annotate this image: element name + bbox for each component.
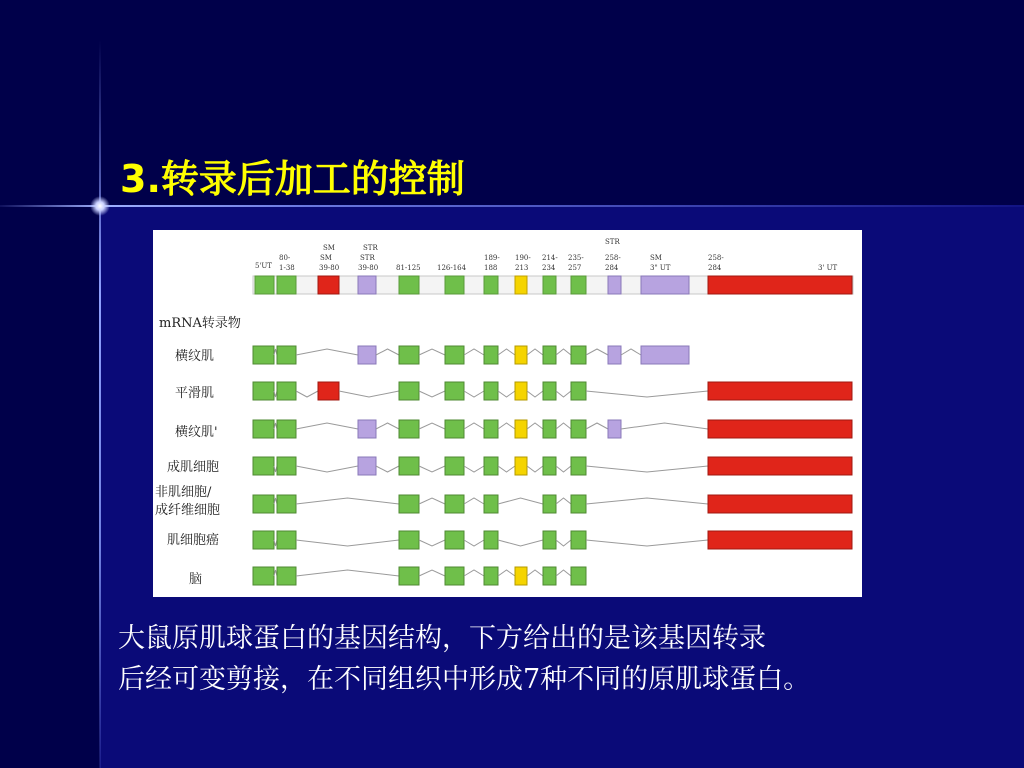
exon-214-234 bbox=[543, 276, 556, 294]
row-label-mrna: mRNA转录物 bbox=[159, 316, 241, 331]
exon-block-constitutive bbox=[484, 495, 498, 513]
exon-block-constitutive bbox=[445, 346, 464, 364]
exon-block-smooth bbox=[318, 382, 339, 400]
intron-splice-line bbox=[296, 466, 358, 472]
intron-splice-line bbox=[556, 466, 571, 472]
exon-block-constitutive bbox=[253, 567, 274, 585]
exon-block-constitutive bbox=[253, 346, 274, 364]
intron-splice-line bbox=[419, 540, 445, 546]
background-left-band bbox=[0, 0, 100, 768]
header-label-sm: SM bbox=[323, 244, 335, 252]
header-label-80: 80- bbox=[279, 254, 291, 262]
row-labels bbox=[155, 315, 241, 587]
header-label-3ut-b: 3" UT bbox=[650, 264, 671, 272]
header-label-sm-3: SM bbox=[650, 254, 662, 262]
header-label-258: 258- bbox=[605, 254, 621, 262]
caption-line-2: 后经可变剪接，在不同组织中形成7种不同的原肌球蛋白。 bbox=[118, 664, 811, 695]
intron-splice-line bbox=[527, 349, 543, 355]
exon-block-constitutive bbox=[445, 420, 464, 438]
intron-splice-line bbox=[586, 498, 708, 504]
intron-splice-line bbox=[498, 391, 515, 397]
intron-splice-line bbox=[527, 423, 543, 429]
decorative-vertical-line bbox=[99, 40, 101, 768]
intron-splice-line bbox=[339, 391, 399, 397]
exon-block-constitutive bbox=[253, 420, 274, 438]
exon-block-alternative bbox=[515, 346, 527, 364]
row-label-myoblast: 成肌细胞 bbox=[167, 460, 220, 475]
exon-235-257 bbox=[571, 276, 586, 294]
exon-block-constitutive bbox=[571, 346, 586, 364]
exon-block-alternative bbox=[515, 382, 527, 400]
header-label-213: 213 bbox=[515, 264, 529, 272]
header-label-str-mid: STR bbox=[360, 254, 375, 262]
exon-block-constitutive bbox=[484, 346, 498, 364]
transcript-rows bbox=[253, 346, 852, 585]
exon-block-constitutive bbox=[277, 531, 296, 549]
header-label-126-164: 126-164 bbox=[437, 264, 467, 272]
exon-block-constitutive bbox=[543, 346, 556, 364]
intron-splice-line bbox=[621, 349, 641, 355]
exon-block-utr3 bbox=[708, 420, 852, 438]
intron-splice-line bbox=[296, 498, 399, 504]
exon-block-constitutive bbox=[484, 457, 498, 475]
exon-block-alternative bbox=[515, 457, 527, 475]
intron-splice-line bbox=[419, 498, 445, 504]
intron-splice-line bbox=[296, 391, 318, 397]
intron-splice-line bbox=[464, 349, 484, 355]
header-label-188: 188 bbox=[484, 264, 498, 272]
exon-block-constitutive bbox=[543, 382, 556, 400]
exon-block-constitutive bbox=[571, 382, 586, 400]
exon-block-constitutive bbox=[399, 457, 419, 475]
header-label-234: 234 bbox=[542, 264, 556, 272]
exon-189-213 bbox=[515, 276, 527, 294]
exon-block-constitutive bbox=[445, 457, 464, 475]
header-labels bbox=[255, 238, 838, 272]
intron-splice-line bbox=[419, 423, 445, 429]
exon-block-constitutive bbox=[484, 420, 498, 438]
exon-block-constitutive bbox=[571, 457, 586, 475]
row-label-nonmuscle: 非肌细胞/ bbox=[155, 485, 212, 500]
intron-splice-line bbox=[498, 349, 515, 355]
intron-splice-line bbox=[464, 466, 484, 472]
intron-splice-line bbox=[419, 349, 445, 355]
intron-splice-line bbox=[419, 570, 445, 576]
exon-block-striated bbox=[608, 346, 621, 364]
exon-block-constitutive bbox=[253, 457, 274, 475]
intron-splice-line bbox=[464, 423, 484, 429]
intron-splice-line bbox=[376, 349, 399, 355]
exon-165-188 bbox=[484, 276, 498, 294]
exon-block-constitutive bbox=[277, 567, 296, 585]
intron-splice-line bbox=[498, 466, 515, 472]
exon-block-striated bbox=[608, 420, 621, 438]
intron-splice-line bbox=[464, 498, 484, 504]
exon-block-alternative bbox=[515, 567, 527, 585]
exon-block-striated bbox=[358, 420, 376, 438]
exon-block-constitutive bbox=[253, 495, 274, 513]
intron-splice-line bbox=[296, 423, 358, 429]
exon-block-alternative bbox=[515, 420, 527, 438]
intron-splice-line bbox=[586, 466, 708, 472]
header-label-39-80-b: 39-80 bbox=[358, 264, 379, 272]
intron-splice-line bbox=[556, 540, 571, 546]
exon-block-constitutive bbox=[399, 495, 419, 513]
exon-block-constitutive bbox=[399, 531, 419, 549]
header-label-190: 190- bbox=[515, 254, 531, 262]
header-label-284: 284 bbox=[605, 264, 619, 272]
exon-block-constitutive bbox=[277, 346, 296, 364]
exon-block-striated bbox=[641, 346, 689, 364]
row-label-hepatoma: 肌细胞癌 bbox=[167, 533, 220, 548]
intron-splice-line bbox=[586, 391, 708, 397]
exon-block-constitutive bbox=[253, 531, 274, 549]
intron-splice-line bbox=[296, 540, 399, 546]
exon-block-utr3 bbox=[708, 382, 852, 400]
exon-126-164 bbox=[445, 276, 464, 294]
gene-bar bbox=[253, 276, 853, 294]
decorative-sparkle bbox=[90, 196, 110, 216]
exon-block-constitutive bbox=[543, 457, 556, 475]
header-label-sm-mid: SM bbox=[320, 254, 332, 262]
intron-splice-line bbox=[586, 540, 708, 546]
header-label-258-b: 258- bbox=[708, 254, 724, 262]
intron-splice-line bbox=[376, 423, 399, 429]
header-label-5ut: 5'UT bbox=[255, 262, 272, 270]
exon-block-constitutive bbox=[484, 531, 498, 549]
intron-splice-line bbox=[296, 570, 399, 576]
exon-block-constitutive bbox=[543, 567, 556, 585]
exon-block-constitutive bbox=[571, 531, 586, 549]
exon-block-constitutive bbox=[399, 382, 419, 400]
intron-splice-line bbox=[419, 466, 445, 472]
caption bbox=[118, 618, 998, 700]
header-label-str: STR bbox=[363, 244, 378, 252]
exon-block-constitutive bbox=[445, 531, 464, 549]
header-label-235: 235- bbox=[568, 254, 584, 262]
intron-splice-line bbox=[464, 540, 484, 546]
intron-splice-line bbox=[556, 423, 571, 429]
exon-block-constitutive bbox=[399, 420, 419, 438]
exon-block-constitutive bbox=[571, 420, 586, 438]
intron-splice-line bbox=[296, 349, 358, 355]
header-label-1-38: 1-38 bbox=[279, 264, 295, 272]
intron-splice-line bbox=[464, 570, 484, 576]
intron-splice-line bbox=[556, 570, 571, 576]
header-label-284-b: 284 bbox=[708, 264, 722, 272]
intron-splice-line bbox=[498, 498, 543, 504]
exon-block-striated bbox=[358, 457, 376, 475]
exon-1-38 bbox=[277, 276, 296, 294]
exon-3ut bbox=[708, 276, 852, 294]
intron-splice-line bbox=[527, 466, 543, 472]
gene-diagram bbox=[153, 230, 862, 597]
exon-block-constitutive bbox=[571, 567, 586, 585]
exon-block-constitutive bbox=[277, 495, 296, 513]
header-label-39-80: 39-80 bbox=[319, 264, 340, 272]
exon-block-constitutive bbox=[543, 495, 556, 513]
row-label-striated: 横纹肌 bbox=[175, 349, 215, 364]
exon-block-constitutive bbox=[543, 420, 556, 438]
row-label-fibroblast: 成纤维细胞 bbox=[155, 503, 221, 518]
exon-sm-39-80 bbox=[318, 276, 339, 294]
exon-block-constitutive bbox=[277, 420, 296, 438]
exon-str-3ut bbox=[641, 276, 689, 294]
caption-line-1: 大鼠原肌球蛋白的基因结构，下方给出的是该基因转录 bbox=[118, 623, 766, 654]
intron-splice-line bbox=[586, 423, 608, 429]
header-label-81-125: 81-125 bbox=[396, 264, 421, 272]
exon-block-constitutive bbox=[277, 457, 296, 475]
intron-splice-line bbox=[419, 391, 445, 397]
exon-block-utr3 bbox=[708, 495, 852, 513]
header-label-214: 214- bbox=[542, 254, 558, 262]
row-label-smooth: 平滑肌 bbox=[175, 386, 215, 401]
intron-splice-line bbox=[621, 423, 708, 429]
intron-splice-line bbox=[498, 540, 543, 546]
exon-block-utr3 bbox=[708, 531, 852, 549]
exon-block-constitutive bbox=[445, 382, 464, 400]
header-label-str-2: STR bbox=[605, 238, 620, 246]
intron-splice-line bbox=[556, 391, 571, 397]
intron-splice-line bbox=[464, 391, 484, 397]
intron-splice-line bbox=[556, 498, 571, 504]
intron-splice-line bbox=[498, 423, 515, 429]
header-label-189: 189- bbox=[484, 254, 500, 262]
exon-block-constitutive bbox=[484, 567, 498, 585]
exon-block-constitutive bbox=[484, 382, 498, 400]
exon-block-constitutive bbox=[445, 567, 464, 585]
exon-5ut bbox=[255, 276, 274, 294]
intron-splice-line bbox=[527, 391, 543, 397]
intron-splice-line bbox=[556, 349, 571, 355]
exon-block-constitutive bbox=[277, 382, 296, 400]
exon-str-258-284 bbox=[608, 276, 621, 294]
intron-splice-line bbox=[527, 570, 543, 576]
exon-block-constitutive bbox=[253, 382, 274, 400]
intron-splice-line bbox=[376, 466, 399, 472]
exon-block-constitutive bbox=[543, 531, 556, 549]
gene-diagram-panel bbox=[153, 230, 862, 597]
exon-str-39-80 bbox=[358, 276, 376, 294]
exon-81-125 bbox=[399, 276, 419, 294]
exon-block-constitutive bbox=[445, 495, 464, 513]
row-label-brain: 脑 bbox=[189, 572, 203, 587]
exon-block-utr3 bbox=[708, 457, 852, 475]
intron-splice-line bbox=[586, 349, 608, 355]
decorative-horizontal-line bbox=[0, 205, 1024, 207]
row-label-striated-b: 横纹肌' bbox=[175, 425, 218, 440]
header-label-3ut: 3' UT bbox=[818, 264, 838, 272]
exon-block-constitutive bbox=[571, 495, 586, 513]
slide-title: 3.转录后加工的控制 bbox=[120, 157, 465, 201]
exon-block-striated bbox=[358, 346, 376, 364]
header-label-257: 257 bbox=[568, 264, 582, 272]
exon-block-constitutive bbox=[399, 346, 419, 364]
exon-block-constitutive bbox=[399, 567, 419, 585]
intron-splice-line bbox=[498, 570, 515, 576]
